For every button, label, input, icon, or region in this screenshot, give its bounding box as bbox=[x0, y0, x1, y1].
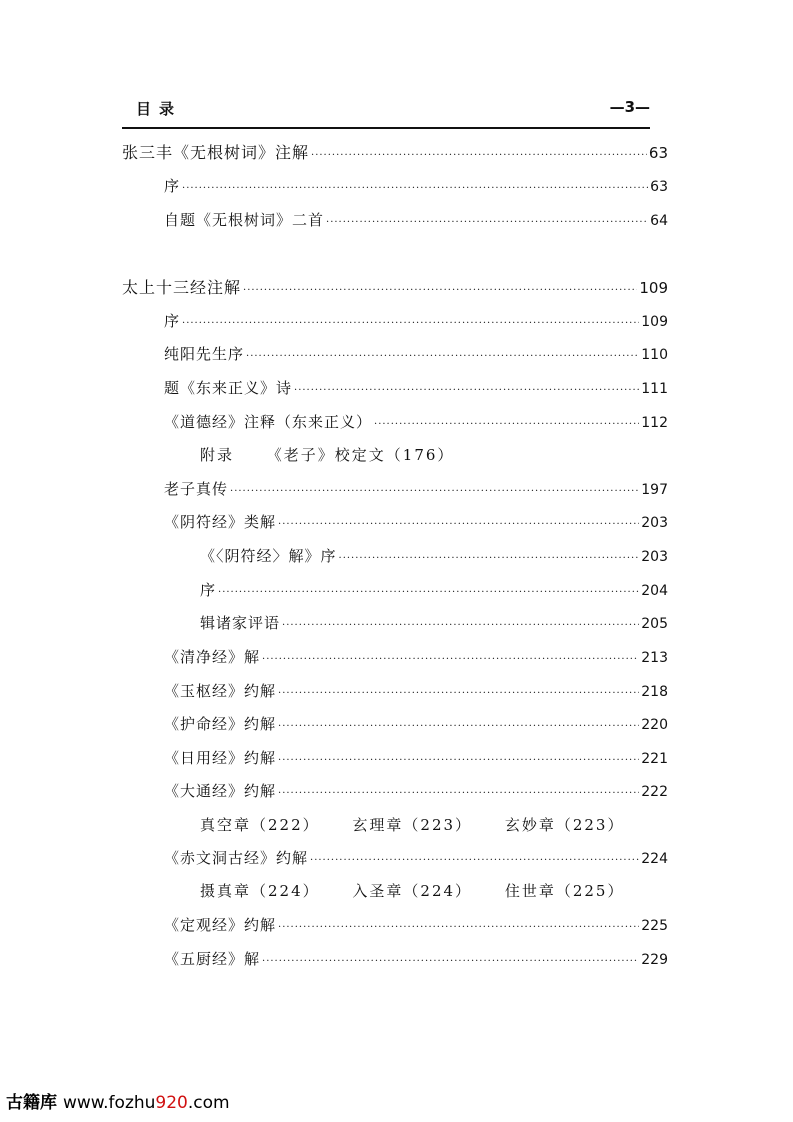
toc-entry[interactable] bbox=[164, 947, 668, 971]
toc-entry-label: 《定观经》约解 bbox=[164, 916, 277, 934]
toc-entry[interactable] bbox=[164, 679, 668, 703]
toc-entry[interactable] bbox=[200, 578, 668, 602]
dot-leader bbox=[278, 682, 639, 706]
dot-leader bbox=[218, 581, 639, 605]
toc-entry-page: 64 bbox=[650, 213, 668, 229]
watermark-url-suffix: .com bbox=[187, 1093, 230, 1113]
toc-entry-page: 63 bbox=[648, 144, 668, 162]
toc-entry-page: 221 bbox=[641, 751, 668, 767]
subchapter-item: 玄理章（223） bbox=[352, 816, 473, 834]
subchapter-note bbox=[200, 813, 652, 837]
toc-entry-page: 63 bbox=[650, 179, 668, 195]
dot-leader bbox=[278, 749, 639, 773]
toc-entry-label: 《五厨经》解 bbox=[164, 950, 261, 968]
toc-entry-page: 111 bbox=[641, 381, 668, 397]
toc-entry-label: 《清净经》解 bbox=[164, 648, 261, 666]
toc-entry-label: 老子真传 bbox=[164, 480, 229, 498]
dot-leader bbox=[246, 345, 639, 369]
dot-leader bbox=[262, 950, 639, 974]
watermark-footer bbox=[6, 1088, 230, 1113]
appendix-label: 附录 bbox=[200, 446, 235, 464]
subchapter-item: 住世章（225） bbox=[504, 882, 625, 900]
toc-entry[interactable] bbox=[200, 611, 668, 635]
toc-entry-label: 《玉枢经》约解 bbox=[164, 682, 277, 700]
toc-entry[interactable] bbox=[164, 712, 668, 736]
toc-entry[interactable] bbox=[164, 510, 668, 534]
header-title: 目录 bbox=[136, 100, 183, 118]
subchapter-item: 入圣章（224） bbox=[352, 882, 473, 900]
toc-entry-page: 110 bbox=[641, 347, 668, 363]
toc-entry-page: 205 bbox=[641, 616, 668, 632]
toc-entry[interactable] bbox=[164, 208, 668, 232]
toc-entry-page: 225 bbox=[641, 918, 668, 934]
toc-entry-label: 序 bbox=[200, 581, 217, 599]
toc-entry-page: 112 bbox=[641, 415, 668, 431]
dot-leader bbox=[311, 144, 647, 168]
toc-entry[interactable] bbox=[164, 779, 668, 803]
toc-entry-label: 《赤文洞古经》约解 bbox=[164, 849, 309, 867]
toc-entry-label: 《阴符经》类解 bbox=[164, 513, 277, 531]
toc-entry-label: 自题《无根树词》二首 bbox=[164, 211, 325, 229]
toc-entry-label: 《〈阴符经〉解》序 bbox=[200, 547, 337, 565]
dot-leader bbox=[278, 715, 639, 739]
toc-entry[interactable] bbox=[122, 276, 668, 300]
toc-entry[interactable] bbox=[164, 746, 668, 770]
dot-leader bbox=[182, 177, 648, 201]
toc-entry-label: 纯阳先生序 bbox=[164, 345, 245, 363]
toc-entry-label: 《大通经》约解 bbox=[164, 782, 277, 800]
toc-entry-label: 《道德经》注释（东来正义） bbox=[164, 413, 373, 431]
toc-entry-label: 《护命经》约解 bbox=[164, 715, 277, 733]
dot-leader bbox=[262, 648, 639, 672]
watermark-url-number: 920 bbox=[155, 1093, 188, 1113]
toc-entry-page: 213 bbox=[641, 650, 668, 666]
toc-entry-page: 229 bbox=[641, 952, 668, 968]
dot-leader bbox=[278, 782, 639, 806]
toc-entry-page: 220 bbox=[641, 717, 668, 733]
toc-entry-page: 222 bbox=[641, 784, 668, 800]
toc-entry-label: 序 bbox=[164, 177, 181, 195]
toc-entry-label: 张三丰《无根树词》注解 bbox=[122, 143, 310, 162]
toc-entry[interactable] bbox=[122, 141, 668, 165]
toc-entry[interactable] bbox=[164, 342, 668, 366]
toc-entry-label: 题《东来正义》诗 bbox=[164, 379, 293, 397]
dot-leader bbox=[278, 916, 639, 940]
toc-entry-page: 109 bbox=[641, 314, 668, 330]
subchapter-note bbox=[200, 879, 652, 903]
dot-leader bbox=[182, 312, 639, 336]
watermark-brand: 古籍库 bbox=[6, 1093, 57, 1113]
dot-leader bbox=[230, 480, 639, 504]
dot-leader bbox=[310, 849, 639, 873]
toc-entry-page: 204 bbox=[641, 583, 668, 599]
toc-entry-label: 太上十三经注解 bbox=[122, 278, 242, 297]
header-page-number: —3— bbox=[609, 98, 650, 116]
toc-entry-page: 197 bbox=[641, 482, 668, 498]
toc-entry[interactable] bbox=[164, 309, 668, 333]
dot-leader bbox=[282, 614, 639, 638]
toc-entry-page: 224 bbox=[641, 851, 668, 867]
toc-entry-label: 辑诸家评语 bbox=[200, 614, 281, 632]
toc-entry-page: 218 bbox=[641, 684, 668, 700]
toc-entry[interactable] bbox=[164, 376, 668, 400]
toc-entry-page: 203 bbox=[641, 549, 668, 565]
toc-entry[interactable] bbox=[164, 913, 668, 937]
dot-leader bbox=[326, 211, 648, 235]
dot-leader bbox=[339, 547, 640, 571]
toc-entry[interactable] bbox=[164, 477, 668, 501]
toc-entry-label: 序 bbox=[164, 312, 181, 330]
watermark-url-prefix: www.fozhu bbox=[63, 1093, 156, 1113]
dot-leader bbox=[243, 279, 637, 303]
subchapter-item: 摄真章（224） bbox=[200, 882, 320, 900]
toc-entry[interactable] bbox=[200, 544, 668, 568]
appendix-note bbox=[200, 443, 482, 467]
toc-entry-page: 203 bbox=[641, 515, 668, 531]
toc-entry[interactable] bbox=[164, 174, 668, 198]
subchapter-item: 真空章（222） bbox=[200, 816, 320, 834]
toc-entry-page: 109 bbox=[639, 279, 668, 297]
dot-leader bbox=[374, 413, 639, 437]
toc-entry-label: 《日用经》约解 bbox=[164, 749, 277, 767]
dot-leader bbox=[278, 513, 639, 537]
dot-leader bbox=[294, 379, 639, 403]
toc-entry[interactable] bbox=[164, 846, 668, 870]
toc-entry[interactable] bbox=[164, 410, 668, 434]
appendix-item: 《老子》校定文（176） bbox=[266, 446, 455, 464]
toc-entry[interactable] bbox=[164, 645, 668, 669]
subchapter-item: 玄妙章（223） bbox=[504, 816, 625, 834]
